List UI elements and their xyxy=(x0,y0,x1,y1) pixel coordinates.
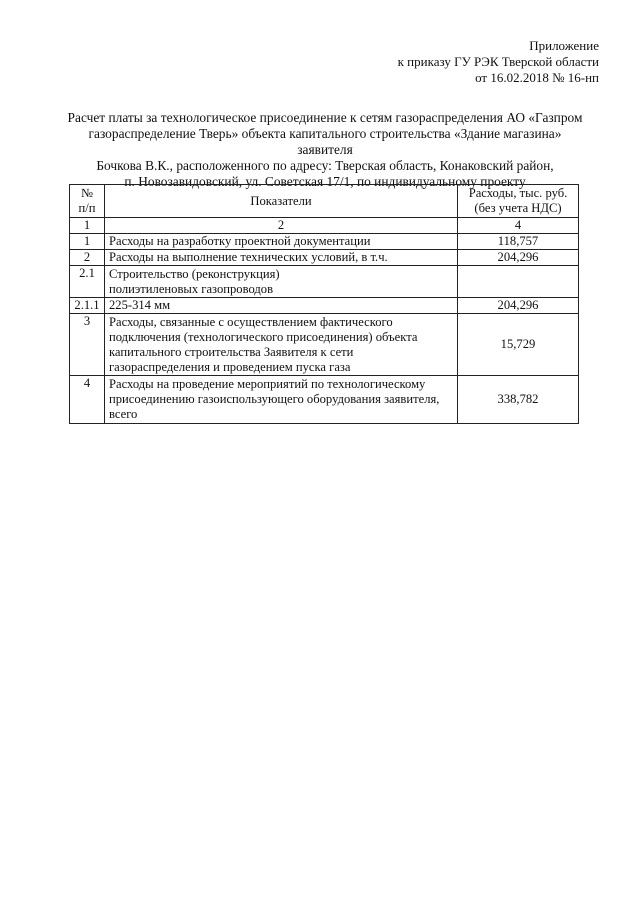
row-value xyxy=(458,266,579,298)
title-line-4: п. Новозавидовский, ул. Советская 17/1, по индивидуальному проекту xyxy=(124,174,526,189)
header-num-line2: п/п xyxy=(78,201,96,215)
row-number: 2.1.1 xyxy=(70,298,105,314)
row-indicator: Расходы на выполнение технических условий, в т.ч. xyxy=(105,250,458,266)
row-number: 4 xyxy=(70,376,105,424)
row-value: 204,296 xyxy=(458,298,579,314)
row-indicator: Строительство (реконструкция) полиэтиленовых газопроводов xyxy=(105,266,458,298)
header-num-line1: № xyxy=(80,186,94,200)
row-value: 15,729 xyxy=(458,314,579,376)
row-indicator: Расходы на разработку проектной документации xyxy=(105,234,458,250)
row-indicator: 225-314 мм xyxy=(105,298,458,314)
table-row xyxy=(70,314,579,376)
header-cost-line2: (без учета НДС) xyxy=(474,201,562,215)
row-number: 2.1 xyxy=(70,266,105,298)
table-row xyxy=(70,234,579,250)
header-cost xyxy=(458,185,579,218)
header-cost-line1: Расходы, тыс. руб. xyxy=(468,186,568,200)
header-num xyxy=(70,185,105,218)
table-row xyxy=(70,250,579,266)
order-reference: к приказу ГУ РЭК Тверской области xyxy=(397,54,599,69)
table-header-row xyxy=(70,185,579,218)
row-number: 2 xyxy=(70,250,105,266)
index-cell-2: 2 xyxy=(105,218,458,234)
title-line-2: газораспределение Тверь» объекта капитального строительства «Здание магазина» заявителя xyxy=(88,126,562,157)
title-line-1: Расчет платы за технологическое присоединение к сетям газораспределения АО «Газпром xyxy=(67,110,583,125)
row-number: 1 xyxy=(70,234,105,250)
appendix-label: Приложение xyxy=(529,38,599,53)
document-title xyxy=(60,110,590,190)
column-index-row xyxy=(70,218,579,234)
index-cell-3: 4 xyxy=(458,218,579,234)
table-row xyxy=(70,376,579,424)
table-row xyxy=(70,266,579,298)
title-line-3: Бочкова В.К., расположенного по адресу: Тверская область, Конаковский район, xyxy=(96,158,554,173)
row-value: 338,782 xyxy=(458,376,579,424)
row-value: 204,296 xyxy=(458,250,579,266)
row-number: 3 xyxy=(70,314,105,376)
row-indicator: Расходы, связанные с осуществлением фактического подключения (технологического присоединения) объекта капитального строительства Заявителя к сети газораспределения и проведением пуска газа xyxy=(105,314,458,376)
row-value: 118,757 xyxy=(458,234,579,250)
table-row xyxy=(70,298,579,314)
cost-table xyxy=(69,184,579,424)
appendix-header xyxy=(398,38,599,86)
index-cell-1: 1 xyxy=(70,218,105,234)
header-indicator: Показатели xyxy=(105,185,458,218)
row-indicator: Расходы на проведение мероприятий по технологическому присоединению газоиспользующего оборудования заявителя, всего xyxy=(105,376,458,424)
order-date-number: от 16.02.2018 № 16-нп xyxy=(475,70,599,85)
